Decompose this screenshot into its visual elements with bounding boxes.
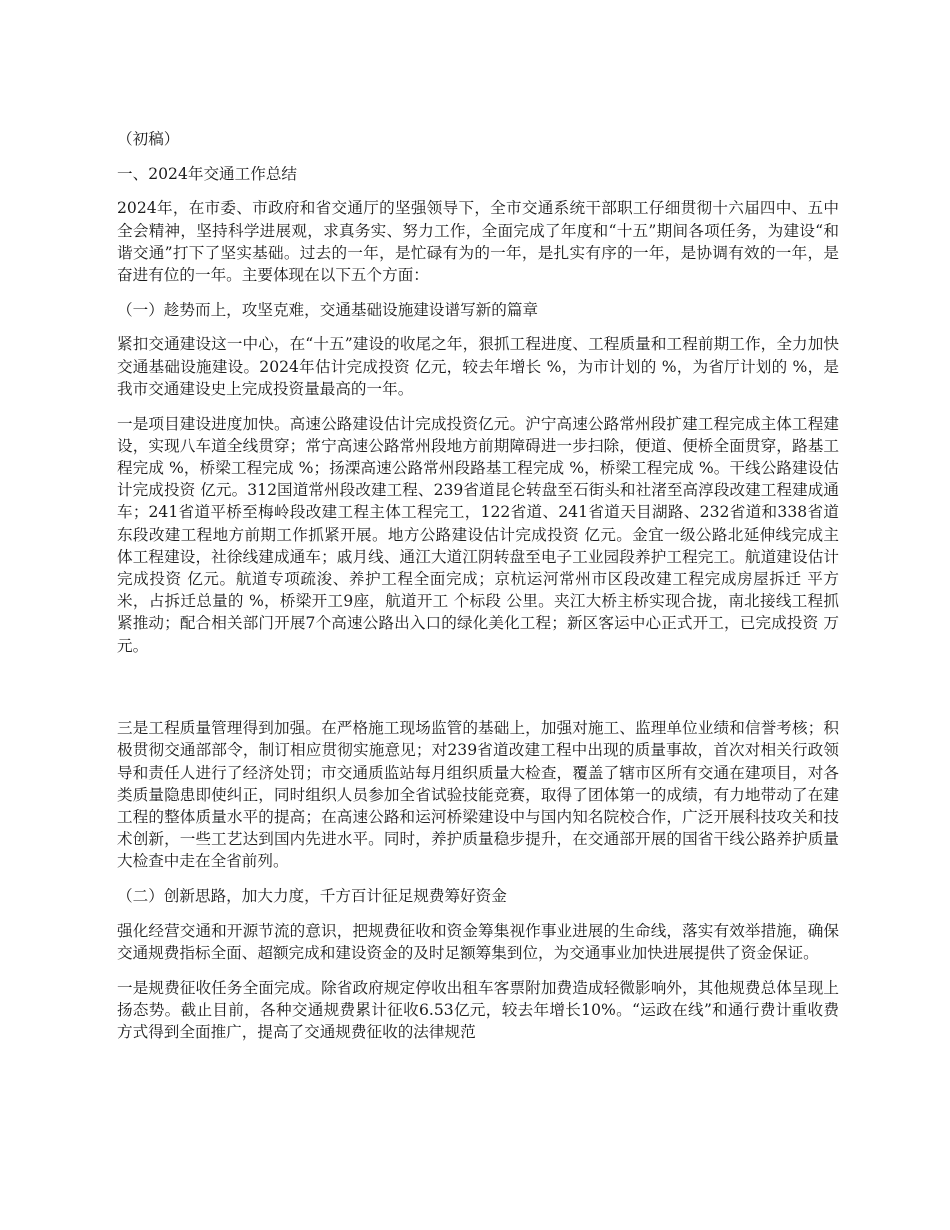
section-1-intro-paragraph: 紧扣交通建设这一中心，在“十五”建设的收尾之年，狠抓工程进度、工程质量和工程前期工作，全力加快交通基础设施建设。2024年估计完成投资 亿元，较去年增长 %，为市计划的 %，为省厅计划的 %，是我市交通建设史上完成投资量最高的一年。 <box>117 335 839 398</box>
draft-label: （初稿） <box>117 130 180 148</box>
section-1-heading: （一）趁势而上，攻坚克难，交通基础设施建设谱写新的篇章 <box>117 300 539 319</box>
intro-paragraph: 2024年，在市委、市政府和省交通厅的坚强领导下，全市交通系统干部职工仔细贯彻十六届四中、五中全会精神，坚持科学进展观，求真务实、努力工作，全面完成了年度和“十五”期间各项任务，为建设“和谐交通”打下了坚实基础。过去的一年，是忙碌有为的一年，是扎实有序的一年，是协调有效的一年，是奋进有位的一年。主要体现在以下五个方面： <box>117 199 839 285</box>
main-heading: 一、2024年交通工作总结 <box>117 164 298 183</box>
section-2-intro-paragraph: 强化经营交通和开源节流的意识，把规费征收和资金筹集视作事业进展的生命线，落实有效举措施，确保交通规费指标全面、超额完成和建设资金的及时足额筹集到位，为交通事业加快进展提供了资金保证。 <box>117 921 839 963</box>
section-1-point-3-paragraph: 三是工程质量管理得到加强。在严格施工现场监管的基础上，加强对施工、监理单位业绩和信誉考核；积极贯彻交通部部令，制订相应贯彻实施意见；对239省道改建工程中出现的质量事故，首次对相关行政领导和责任人进行了经济处罚；市交通质监站每月组织质量大检查，覆盖了辖市区所有交通在建项目，对各类质量隐患即使纠正，同时组织人员参加全省试验技能竞赛，取得了团体第一的成绩，有力地带动了在建工程的整体质量水平的提高；在高速公路和运河桥梁建设中与国内知名院校合作，广泛开展科技攻关和技术创新，一些工艺达到国内先进水平。同时，养护质量稳步提升，在交通部开展的国省干线公路养护质量大检查中走在全省前列。 <box>117 719 839 871</box>
document-page <box>117 128 839 1056</box>
section-2-point-1-paragraph: 一是规费征收任务全面完成。除省政府规定停收出租车客票附加费造成轻微影响外，其他规费总体呈现上扬态势。截止目前，各种交通规费累计征收6.53亿元，较去年增长10%。“运政在线”和通行费计重收费方式得到全面推广，提高了交通规费征收的法律规范 <box>117 978 839 1042</box>
blank-gap <box>117 669 839 717</box>
section-2-heading: （二）创新思路，加大力度，千方百计征足规费筹好资金 <box>117 887 507 906</box>
section-1-point-1-paragraph: 一是项目建设进度加快。高速公路建设估计完成投资亿元。沪宁高速公路常州段扩建工程完成主体工程建设，实现八车道全线贯穿；常宁高速公路常州段地方前期障碍进一步扫除，便道、便桥全面贯穿，路基工程完成 %，桥梁工程完成 %；扬溧高速公路常州段路基工程完成 %，桥梁工程完成 %。干线公路建设估计完成投资 亿元。312国道常州段改建工程、239省道昆仑转盘至石街头和社渚至高淳段改建工程建成通车；241省道平桥至梅岭段改建工程主体工程完工，122省道、241省道天目湖路、232省道和338省道东段改建工程地方前期工作抓紧开展。地方公路建设估计完成投资 亿元。金宜一级公路北延伸线完成主体工程建设，社徐线建成通车；戚月线、通江大道江阴转盘至电子工业园段养护工程完工。航道建设估计完成投资 亿元。航道专项疏浚、养护工程全面完成；京杭运河常州市区段改建工程完成房屋拆迁 平方米，占拆迁总量的 %，桥梁开工9座，航道开工 个标段 公里。夹江大桥主桥实现合拢，南北接线工程抓紧推动；配合相关部门开展7个高速公路出入口的绿化美化工程；新区客运中心正式开工，已完成投资 万元。 <box>117 414 839 655</box>
